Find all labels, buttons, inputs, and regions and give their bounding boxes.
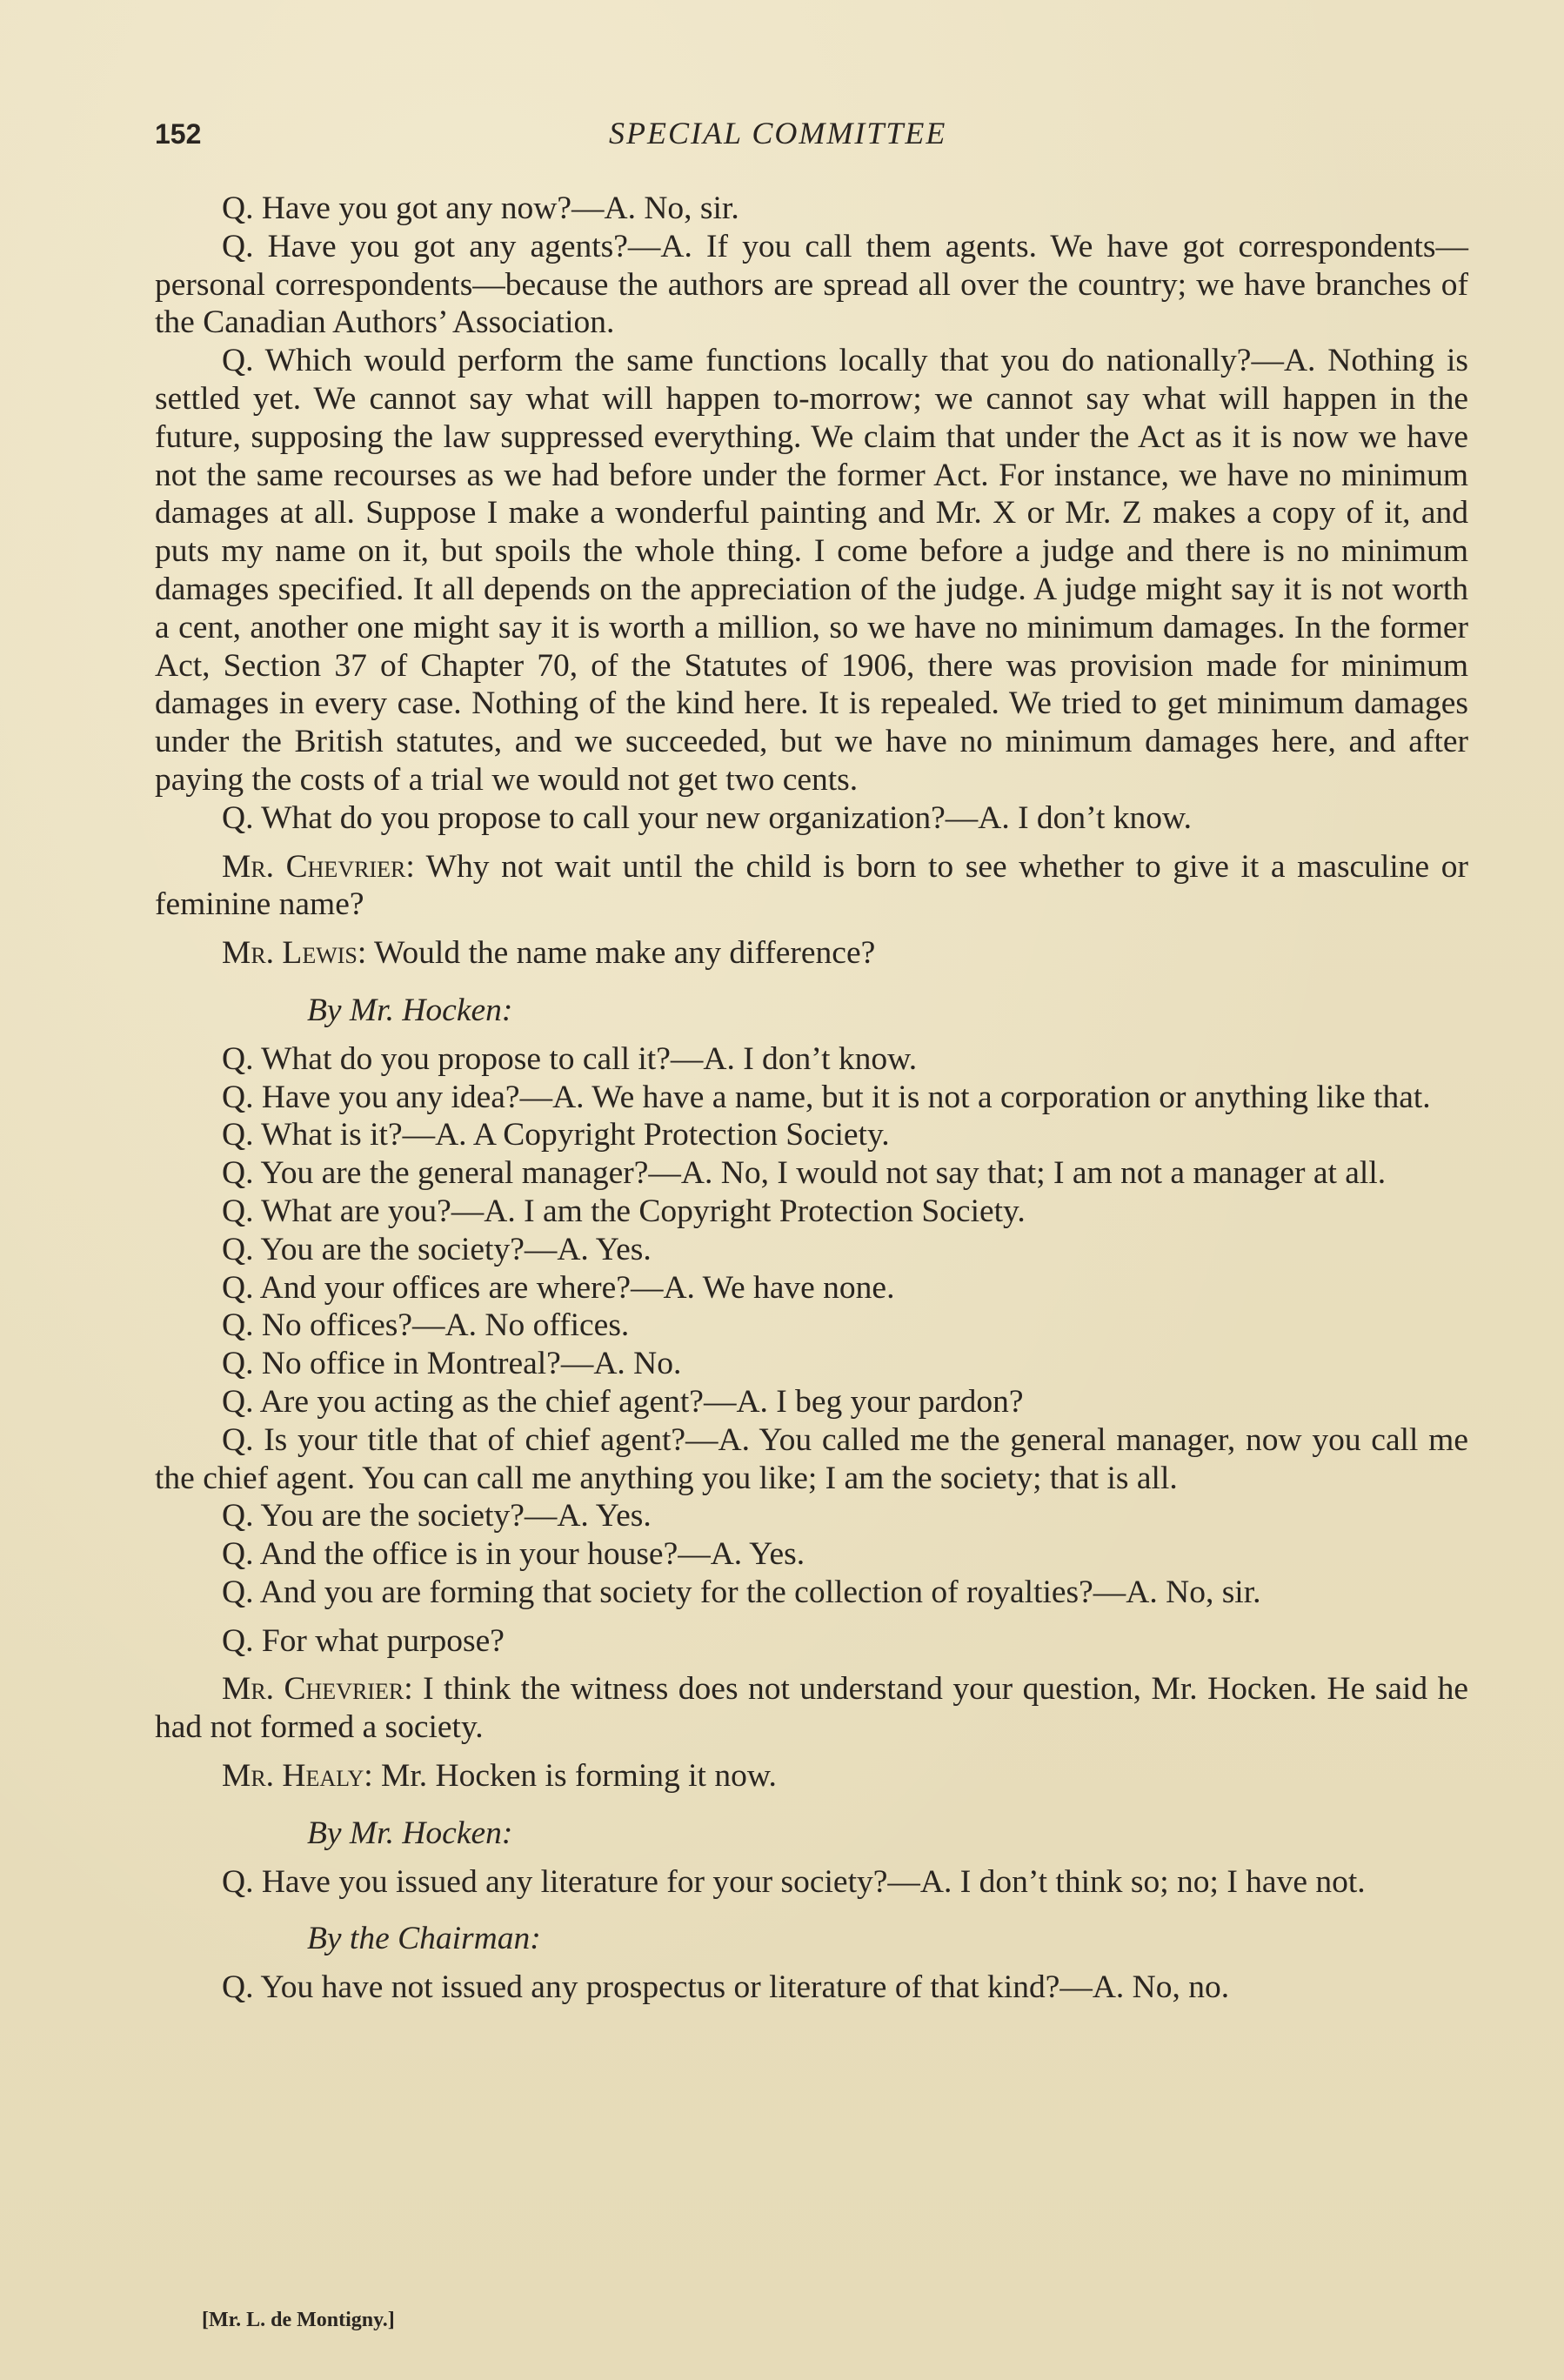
paragraph: Q. What do you propose to call it?—A. I don’t know. (222, 1040, 918, 1077)
examiner-heading: By Mr. Hocken: (307, 1815, 513, 1851)
paragraph: Q. Have you any idea?—A. We have a name, but it is not a corporation or anything like that. (222, 1079, 1431, 1115)
paragraph: Q. What do you propose to call your new organization?—A. I don’t know. (222, 799, 1193, 836)
examiner-heading: By the Chairman: (307, 1921, 541, 1957)
remark-text: : I think the witness does not understand your question, Mr. Hocken. He said he had not formed a society. (155, 1671, 1468, 1746)
paragraph: Q. Is your title that of chief agent?—A. You called me the general manager, now you call me the chief agent. You can call me anything you like; I am the society; that is all. (155, 1421, 1468, 1496)
paragraph: Q. You are the general manager?—A. No, I would not say that; I am not a manager at all. (222, 1155, 1387, 1192)
remark-text: : Would the name make any difference? (357, 935, 876, 972)
examiner-heading: By Mr. Hocken: (307, 992, 513, 1028)
paragraph: Q. What are you?—A. I am the Copyright Protection Society. (222, 1193, 1026, 1229)
speaker-name: Mr. Lewis (222, 935, 358, 972)
transcript-body (155, 190, 1468, 2007)
speaker-name: Mr. Healy (222, 1758, 364, 1795)
paragraph: Q. Have you got any agents?—A. If you call them agents. We have got correspondents—personal correspondents—because the authors are spread all over the country; we have branches of the Canadian Authors’ Association. (155, 228, 1468, 341)
speaker-remark (155, 1670, 1468, 1747)
page-number: 152 (155, 118, 202, 150)
paragraph: Q. Which would perform the same functions locally that you do nationally?—A. Nothing is settled yet. We cannot say what will happen to-morrow; we cannot say what will happen in the future, supposing the law suppressed everything. We claim that under the Act as it is now we have not the same recourses as we had before under the former Act. For instance, we have no minimum damages at all. Suppose I make a wonderful painting and Mr. X or Mr. Z makes a copy of it, and puts my name on it, but spoils the whole thing. I come before a judge and there is no minimum damages specified. It all depends on the appreciation of the judge. A judge might say it is not worth a cent, another one might say it is worth a million, so we have no minimum damages. In the former Act, Section 37 of Chapter 70, of the Statutes of 1906, there was provision made for minimum damages in every case. Nothing of the kind here. It is repealed. We tried to get minimum damages under the British statutes, and we succeeded, but we have no minimum damages here, and after paying the costs of a trial we would not get two cents. (155, 343, 1468, 798)
remark-text: : Why not wait until the child is born to see whether to give it a masculine or feminine name? (155, 848, 1469, 923)
paragraph: Q. And the office is in your house?—A. Yes. (222, 1536, 805, 1573)
paragraph: Q. And your offices are where?—A. We have none. (222, 1269, 895, 1306)
speaker-name: Mr. Chevrier (222, 848, 406, 885)
paragraph: Q. No offices?—A. No offices. (222, 1307, 630, 1344)
paragraph: Q. You have not issued any prospectus or literature of that kind?—A. No, no. (222, 1969, 1230, 2006)
paragraph: Q. Are you acting as the chief agent?—A. I beg your pardon? (222, 1383, 1024, 1420)
paragraph: Q. What is it?—A. A Copyright Protection Society. (222, 1117, 890, 1153)
speaker-remark (155, 848, 1468, 925)
paragraph: Q. Have you got any now?—A. No, sir. (222, 191, 739, 226)
speaker-remark (155, 1757, 1468, 1795)
witness-footer: [Mr. L. de Montigny.] (202, 2309, 395, 2331)
paragraph: Q. You are the society?—A. Yes. (222, 1498, 652, 1534)
paragraph: Q. You are the society?—A. Yes. (222, 1231, 652, 1267)
paragraph: Q. For what purpose? (222, 1622, 505, 1659)
remark-text: : Mr. Hocken is forming it now. (364, 1758, 777, 1795)
paragraph: Q. And you are forming that society for the collection of royalties?—A. No, sir. (222, 1574, 1261, 1610)
speaker-remark (155, 934, 1468, 973)
paragraph: Q. No office in Montreal?—A. No. (222, 1346, 682, 1382)
paragraph: Q. Have you issued any literature for your society?—A. I don’t think so; no; I have not. (222, 1863, 1366, 1900)
speaker-name: Mr. Chevrier (222, 1671, 404, 1708)
running-head: SPECIAL COMMITTEE (609, 116, 947, 150)
